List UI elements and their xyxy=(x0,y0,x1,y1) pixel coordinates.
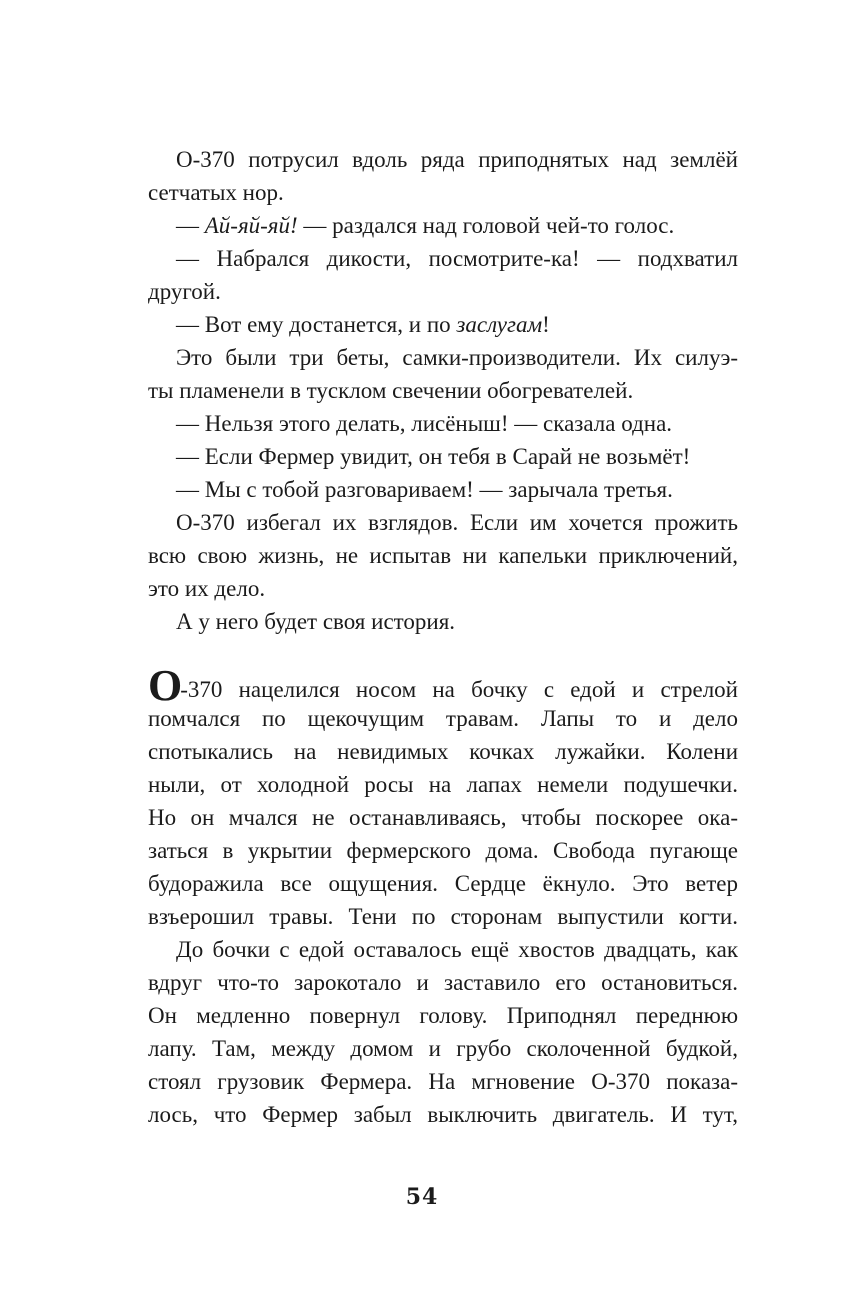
text-line: — Набрался дикости, посмотрите-ка! — подхватил xyxy=(176,246,738,271)
text-line: А у него будет своя история. xyxy=(176,609,456,634)
section-break xyxy=(148,638,738,669)
text-line xyxy=(148,308,738,341)
text-line: О-370 избегал их взглядов. Если им хочется прожить xyxy=(176,510,738,535)
text-line: заться в укрытии фермерского дома. Свобода пугающе xyxy=(148,838,738,863)
text-line: До бочки с едой оставалось ещё хвостов двадцать, как xyxy=(176,937,738,962)
text-line xyxy=(148,661,738,710)
text-line: спотыкались на невидимых кочках лужайки. Колени xyxy=(148,739,738,764)
text-line xyxy=(148,209,738,242)
line-text: -370 нацелился носом на бочку с едой и стрелой xyxy=(180,677,738,702)
text-line: — Если Фермер увидит, он тебя в Сарай не возьмёт! xyxy=(176,444,691,469)
text-line: Он медленно повернул голову. Приподнял переднюю xyxy=(148,1003,738,1028)
italic-text: Ай-яй-яй! xyxy=(204,213,298,238)
line-text: — раздался над головой чей-то голос. xyxy=(297,213,675,238)
text-line: — Мы с тобой разговариваем! — зарычала третья. xyxy=(176,477,673,502)
paragraph-block-1 xyxy=(148,143,738,638)
text-line: лапу. Там, между домом и грубо сколоченной будкой, xyxy=(148,1036,738,1061)
text-line: Это были три беты, самки-производители. Их силуэ- xyxy=(176,345,738,370)
text-line: будоражила все ощущения. Сердце ёкнуло. Это ветер xyxy=(148,871,738,896)
text-line: это их дело. xyxy=(148,576,266,601)
line-text: ! xyxy=(542,312,550,337)
text-line: О-370 потрусил вдоль ряда приподнятых над землёй xyxy=(176,147,738,172)
text-line: ты пламенели в тусклом свечении обогревателей. xyxy=(148,378,634,403)
line-text: — xyxy=(176,213,205,238)
text-line: помчался по щекочущим травам. Лапы то и дело xyxy=(148,706,738,731)
text-line: Но он мчался не останавливаясь, чтобы поскорее ока- xyxy=(148,805,738,830)
paragraph-block-2 xyxy=(148,661,738,1131)
text-line: лось, что Фермер забыл выключить двигатель. И тут, xyxy=(148,1102,738,1127)
text-line: вдруг что-то зарокотало и заставило его остановиться. xyxy=(148,970,738,995)
text-line: другой. xyxy=(148,279,221,304)
text-line: сетчатых нор. xyxy=(148,180,284,205)
text-line: ныли, от холодной росы на лапах немели подушечки. xyxy=(148,772,738,797)
italic-text: заслугам xyxy=(456,312,543,337)
text-line: стоял грузовик Фермера. На мгновение О-370 показа- xyxy=(148,1069,738,1094)
text-line: всю свою жизнь, не испытав ни капельки приключений, xyxy=(148,543,738,568)
drop-cap: О xyxy=(148,661,181,710)
text-line: взъерошил травы. Тени по сторонам выпустили когти. xyxy=(148,904,738,929)
page-number: 54 xyxy=(405,1184,439,1210)
book-page xyxy=(148,143,738,1131)
text-line: — Нельзя этого делать, лисёныш! — сказала одна. xyxy=(176,411,673,436)
line-text: — Вот ему достанется, и по xyxy=(176,312,457,337)
